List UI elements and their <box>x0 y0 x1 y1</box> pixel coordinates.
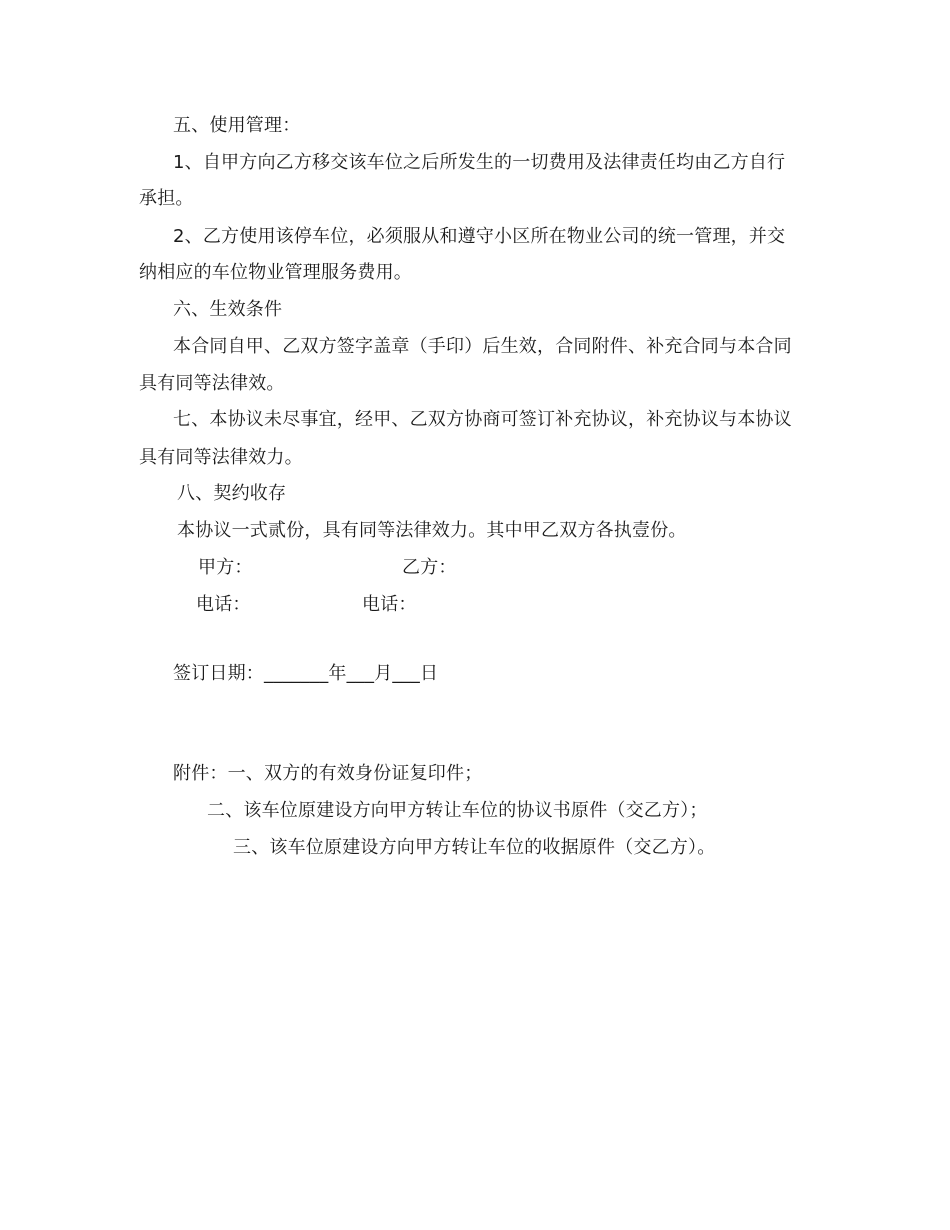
section6-body-line2: 具有同等法律效。 <box>139 373 285 394</box>
attachment-item1: 附件：一、双方的有效身份证复印件； <box>173 763 483 784</box>
party-b-label: 乙方： <box>402 557 457 578</box>
phone-a-label: 电话： <box>196 594 251 615</box>
section8-body: 本协议一式贰份，具有同等法律效力。其中甲乙双方各执壹份。 <box>177 520 687 541</box>
attachment-item3: 三、该车位原建设方向甲方转让车位的收据原件（交乙方）。 <box>233 837 716 858</box>
attachment-item2: 二、该车位原建设方向甲方转让车位的协议书原件（交乙方）； <box>207 800 708 821</box>
phone-b-label: 电话： <box>362 594 417 615</box>
sign-date: 签订日期：_______年___月___日 <box>173 663 439 684</box>
section8-heading: 八、契约收存 <box>177 483 287 504</box>
section6-body-line1: 本合同自甲、乙双方签字盖章（手印）后生效，合同附件、补充合同与本合同 <box>173 336 792 357</box>
section5-item2-line1: 2、乙方使用该停车位，必须服从和遵守小区所在物业公司的统一管理，并交 <box>173 226 786 247</box>
section7-line2: 具有同等法律效力。 <box>139 447 303 468</box>
section5-item2-line2: 纳相应的车位物业管理服务费用。 <box>139 262 412 283</box>
party-a-label: 甲方： <box>198 557 253 578</box>
section5-heading: 五、使用管理： <box>173 115 301 136</box>
section5-item1-line2: 承担。 <box>139 188 194 209</box>
section7-line1: 七、本协议未尽事宜，经甲、乙双方协商可签订补充协议，补充协议与本协议 <box>173 409 792 430</box>
section6-heading: 六、生效条件 <box>173 299 283 320</box>
section5-item1-line1: 1、自甲方向乙方移交该车位之后所发生的一切费用及法律责任均由乙方自行 <box>173 152 786 173</box>
